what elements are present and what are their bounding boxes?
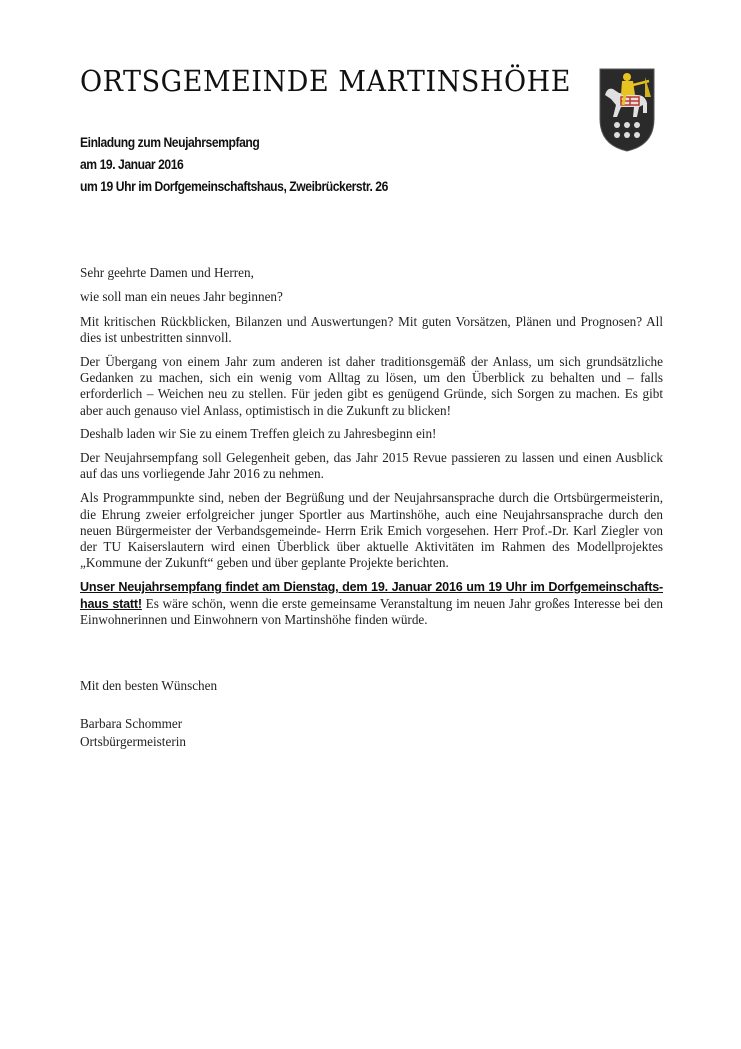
coat-of-arms-icon (597, 67, 657, 153)
event-announcement: Unser Neujahrsempfang findet am Dienstag, dem 19. Januar 2016 um 19 Uhr im Dorfgemeinschafts-haus statt! (80, 580, 663, 611)
opening-question: wie soll man ein neues Jahr beginnen? (80, 289, 283, 305)
paragraph: Als Programmpunkte sind, neben der Begrüßung und der Neujahrsansprache durch die Ortsbürgermeisterin, die Ehrung zweier erfolgreicher junger Sportler aus Martinshöhe, auch eine Neujahrsansprache durch den neuen Bürgermeister der Verbandsgemeinde- Herrn Erik Emich vorgesehen. Herr Prof.-Dr. Karl Ziegler von der TU Kaiserslautern wird einen Überblick über aktuelle Aktivitäten im Rahmen des Modellprojektes „Kommune der Zukunft“ geben und über geplante Projekte berichten. (80, 490, 663, 571)
letter-body (80, 265, 663, 636)
closing-greeting: Mit den besten Wünschen (80, 678, 218, 693)
invitation-location: um 19 Uhr im Dorfgemeinschaftshaus, Zweibrückerstr. 26 (80, 179, 388, 194)
paragraph: Der Übergang von einem Jahr zum anderen ist daher traditionsgemäß der Anlass, um sich grundsätzliche Gedanken zu machen, sich ein wenig vom Alltag zu lösen, um den Überblick zu behalten und – falls erforderlich – Weichen neu zu stellen. Für jeden gibt es genügend Gründe, sich Sorgen zu machen. Es gibt aber auch genauso viel Anlass, optimistisch in die Zukunft zu blicken! (80, 353, 663, 418)
salutation: Sehr geehrte Damen und Herren, (80, 265, 254, 280)
paragraph: Der Neujahrsempfang soll Gelegenheit geben, das Jahr 2015 Revue passieren zu lassen und einen Ausblick auf das uns vorliegende Jahr 2016 zu nehmen. (80, 450, 663, 482)
invitation-title: Einladung zum Neujahrsempfang (80, 135, 260, 150)
invitation-header (80, 132, 422, 198)
highlight-rest: Es wäre schön, wenn die erste gemeinsame Veranstaltung im neuen Jahr großes Interesse bei den Einwohnerinnen und Einwohnern von Martinshöhe finden würde. (80, 595, 663, 627)
signature-block (80, 715, 186, 751)
paragraph: Deshalb laden wir Sie zu einem Treffen gleich zu Jahresbeginn ein! (80, 426, 437, 442)
page-title: ORTSGEMEINDE MARTINSHÖHE (80, 64, 571, 98)
paragraph: Mit kritischen Rückblicken, Bilanzen und Auswertungen? Mit guten Vorsätzen, Plänen und Prognosen? All dies ist unbestritten sinnvoll. (80, 313, 663, 345)
highlight-paragraph (80, 579, 663, 628)
signer-role: Ortsbürgermeisterin (80, 734, 186, 749)
signer-name: Barbara Schommer (80, 716, 183, 731)
invitation-date: am 19. Januar 2016 (80, 157, 184, 172)
